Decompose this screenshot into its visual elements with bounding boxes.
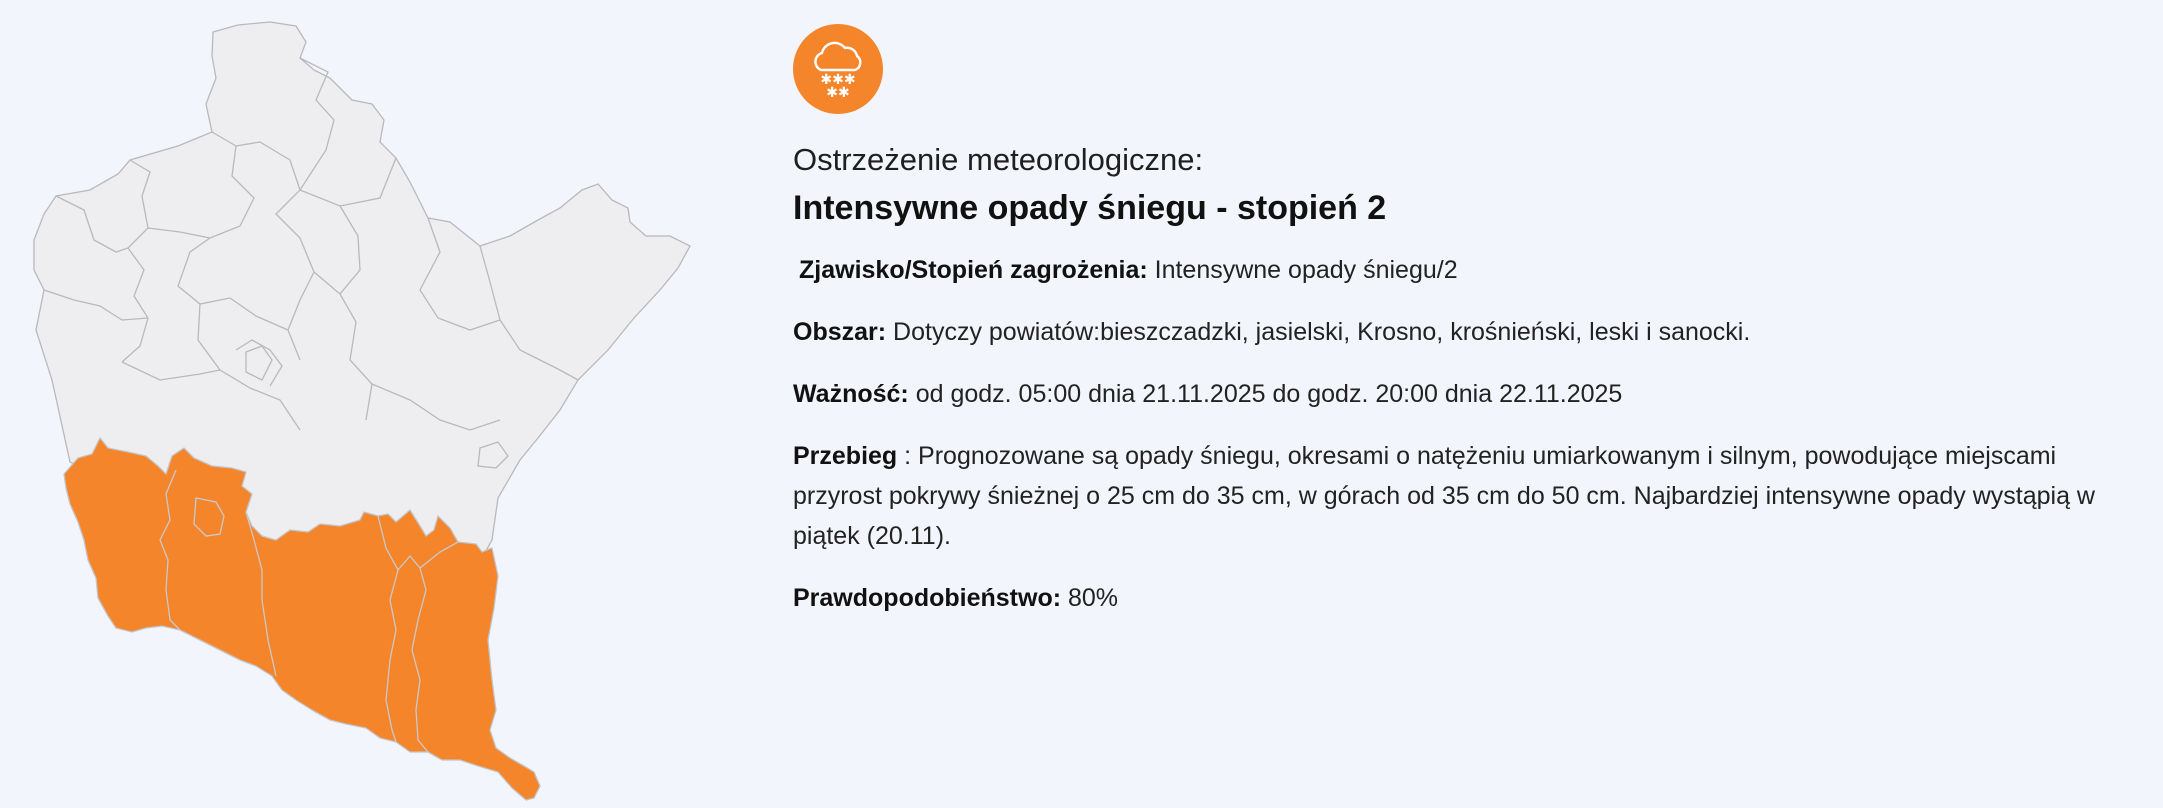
probability-row [793, 578, 2138, 618]
validity-label: Ważność: [793, 380, 909, 408]
course-row [793, 436, 2138, 556]
course-value: : Prognozowane są opady śniegu, okresami o natężeniu umiarkowanym i silnym, powodujące miejscami przyrost pokrywy śnieżnej o 25 cm do 35 cm, w górach od 35 cm do 50 cm. Najbardziej intensywne opady wystąpią w piątek (20.11). [793, 442, 2095, 550]
probability-value: 80% [1068, 584, 1119, 612]
snow-cloud-icon-graphic [809, 38, 867, 100]
validity-value: od godz. 05:00 dnia 21.11.2025 do godz. 20:00 dnia 22.11.2025 [915, 380, 1623, 408]
warning-details [793, 24, 2138, 618]
probability-label: Prawdopodobieństwo: [793, 584, 1062, 612]
phenomenon-row [793, 250, 2138, 290]
voivodeship-map [0, 0, 740, 808]
area-value: Dotyczy powiatów:bieszczadzki, jasielski, Krosno, krośnieński, leski i sanocki. [893, 318, 1751, 346]
course-label: Przebieg [793, 442, 898, 470]
warning-map [0, 0, 740, 808]
warning-subtitle: Ostrzeżenie meteorologiczne: [793, 142, 1204, 177]
area-label: Obszar: [793, 318, 887, 346]
warning-title: Intensywne opady śniegu - stopień 2 [793, 189, 1387, 227]
phenomenon-value: Intensywne opady śniegu/2 [1154, 256, 1458, 284]
validity-row [793, 374, 2138, 414]
svg-text:✱✱: ✱✱ [826, 85, 850, 100]
area-row [793, 312, 2138, 352]
phenomenon-label: Zjawisko/Stopień zagrożenia: [799, 256, 1148, 284]
svg-text:✱✱✱: ✱✱✱ [820, 72, 856, 88]
snow-cloud-icon [793, 24, 883, 114]
